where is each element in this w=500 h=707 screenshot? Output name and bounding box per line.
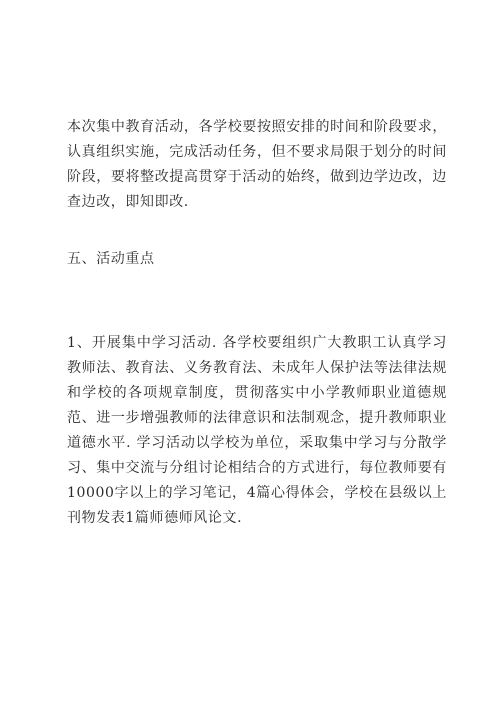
body-paragraph-1: 本次集中教育活动，各学校要按照安排的时间和阶段要求，认真组织实施，完成活动任务，但不要求局限于划分的时间阶段，要将整改提高贯穿于活动的始终，做到边学边改，边查边改，即知即改.	[67, 119, 447, 210]
body-paragraph-2: 1、开展集中学习活动. 各学校要组织广大教职工认真学习教师法、教育法、义务教育法、未成年人保护法等法律法规和学校的各项规章制度，贯彻落实中小学教师职业道德规范、进一步增强教师的法律意识和法制观念，提升教师职业道德水平. 学习活动以学校为单位，采取集中学习与分散学习、集中交流与分组讨论相结合的方式进行，每位教师要有10000字以上的学习笔记，4篇心得体会，学校在县级以上刊物发表1篇师德师风论文.	[67, 335, 447, 526]
section-heading: 五、活动重点	[67, 251, 155, 267]
